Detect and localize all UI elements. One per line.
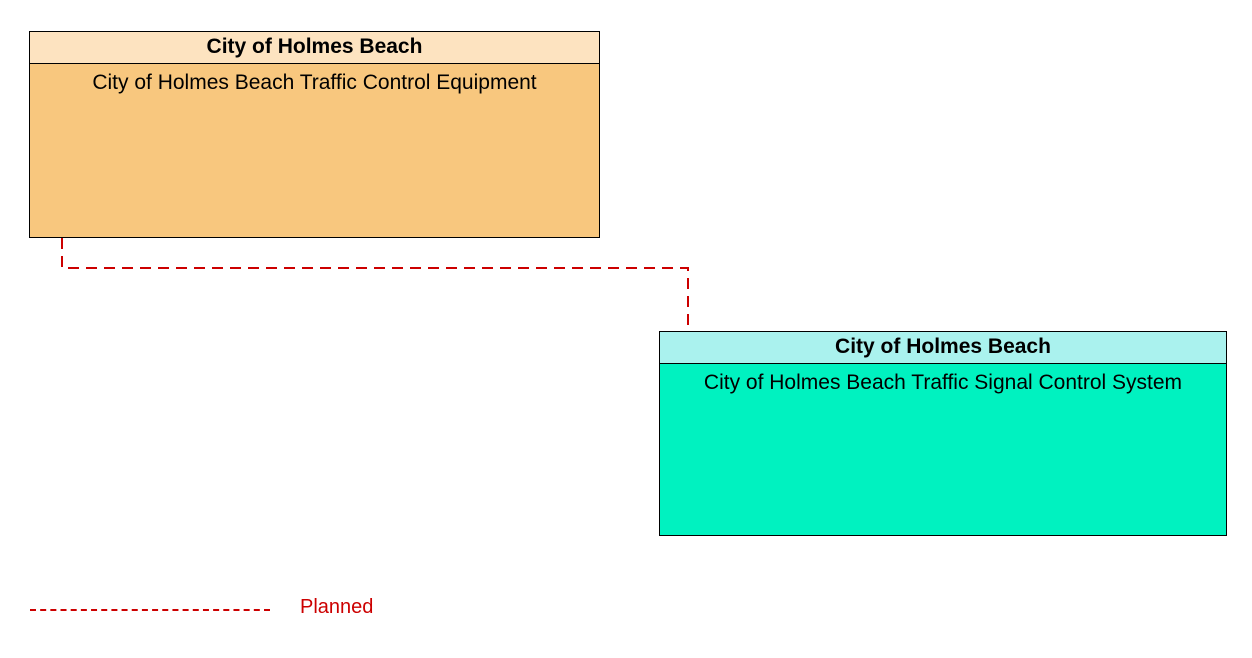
node-city-of-holmes-beach-traffic-signal-control-system[interactable] [659, 331, 1227, 536]
legend-label-planned: Planned [300, 596, 374, 618]
node-body-title: City of Holmes Beach Traffic Control Equipment [92, 71, 537, 95]
legend [30, 596, 450, 628]
legend-dashed-line-icon [30, 609, 270, 611]
flow-planned-equipment-to-signal [62, 238, 688, 331]
node-header-stakeholder: City of Holmes Beach [660, 332, 1226, 364]
node-header-stakeholder: City of Holmes Beach [30, 32, 599, 64]
node-body-title: City of Holmes Beach Traffic Signal Control System [703, 371, 1183, 395]
node-city-of-holmes-beach-traffic-control-equipment[interactable] [29, 31, 600, 238]
